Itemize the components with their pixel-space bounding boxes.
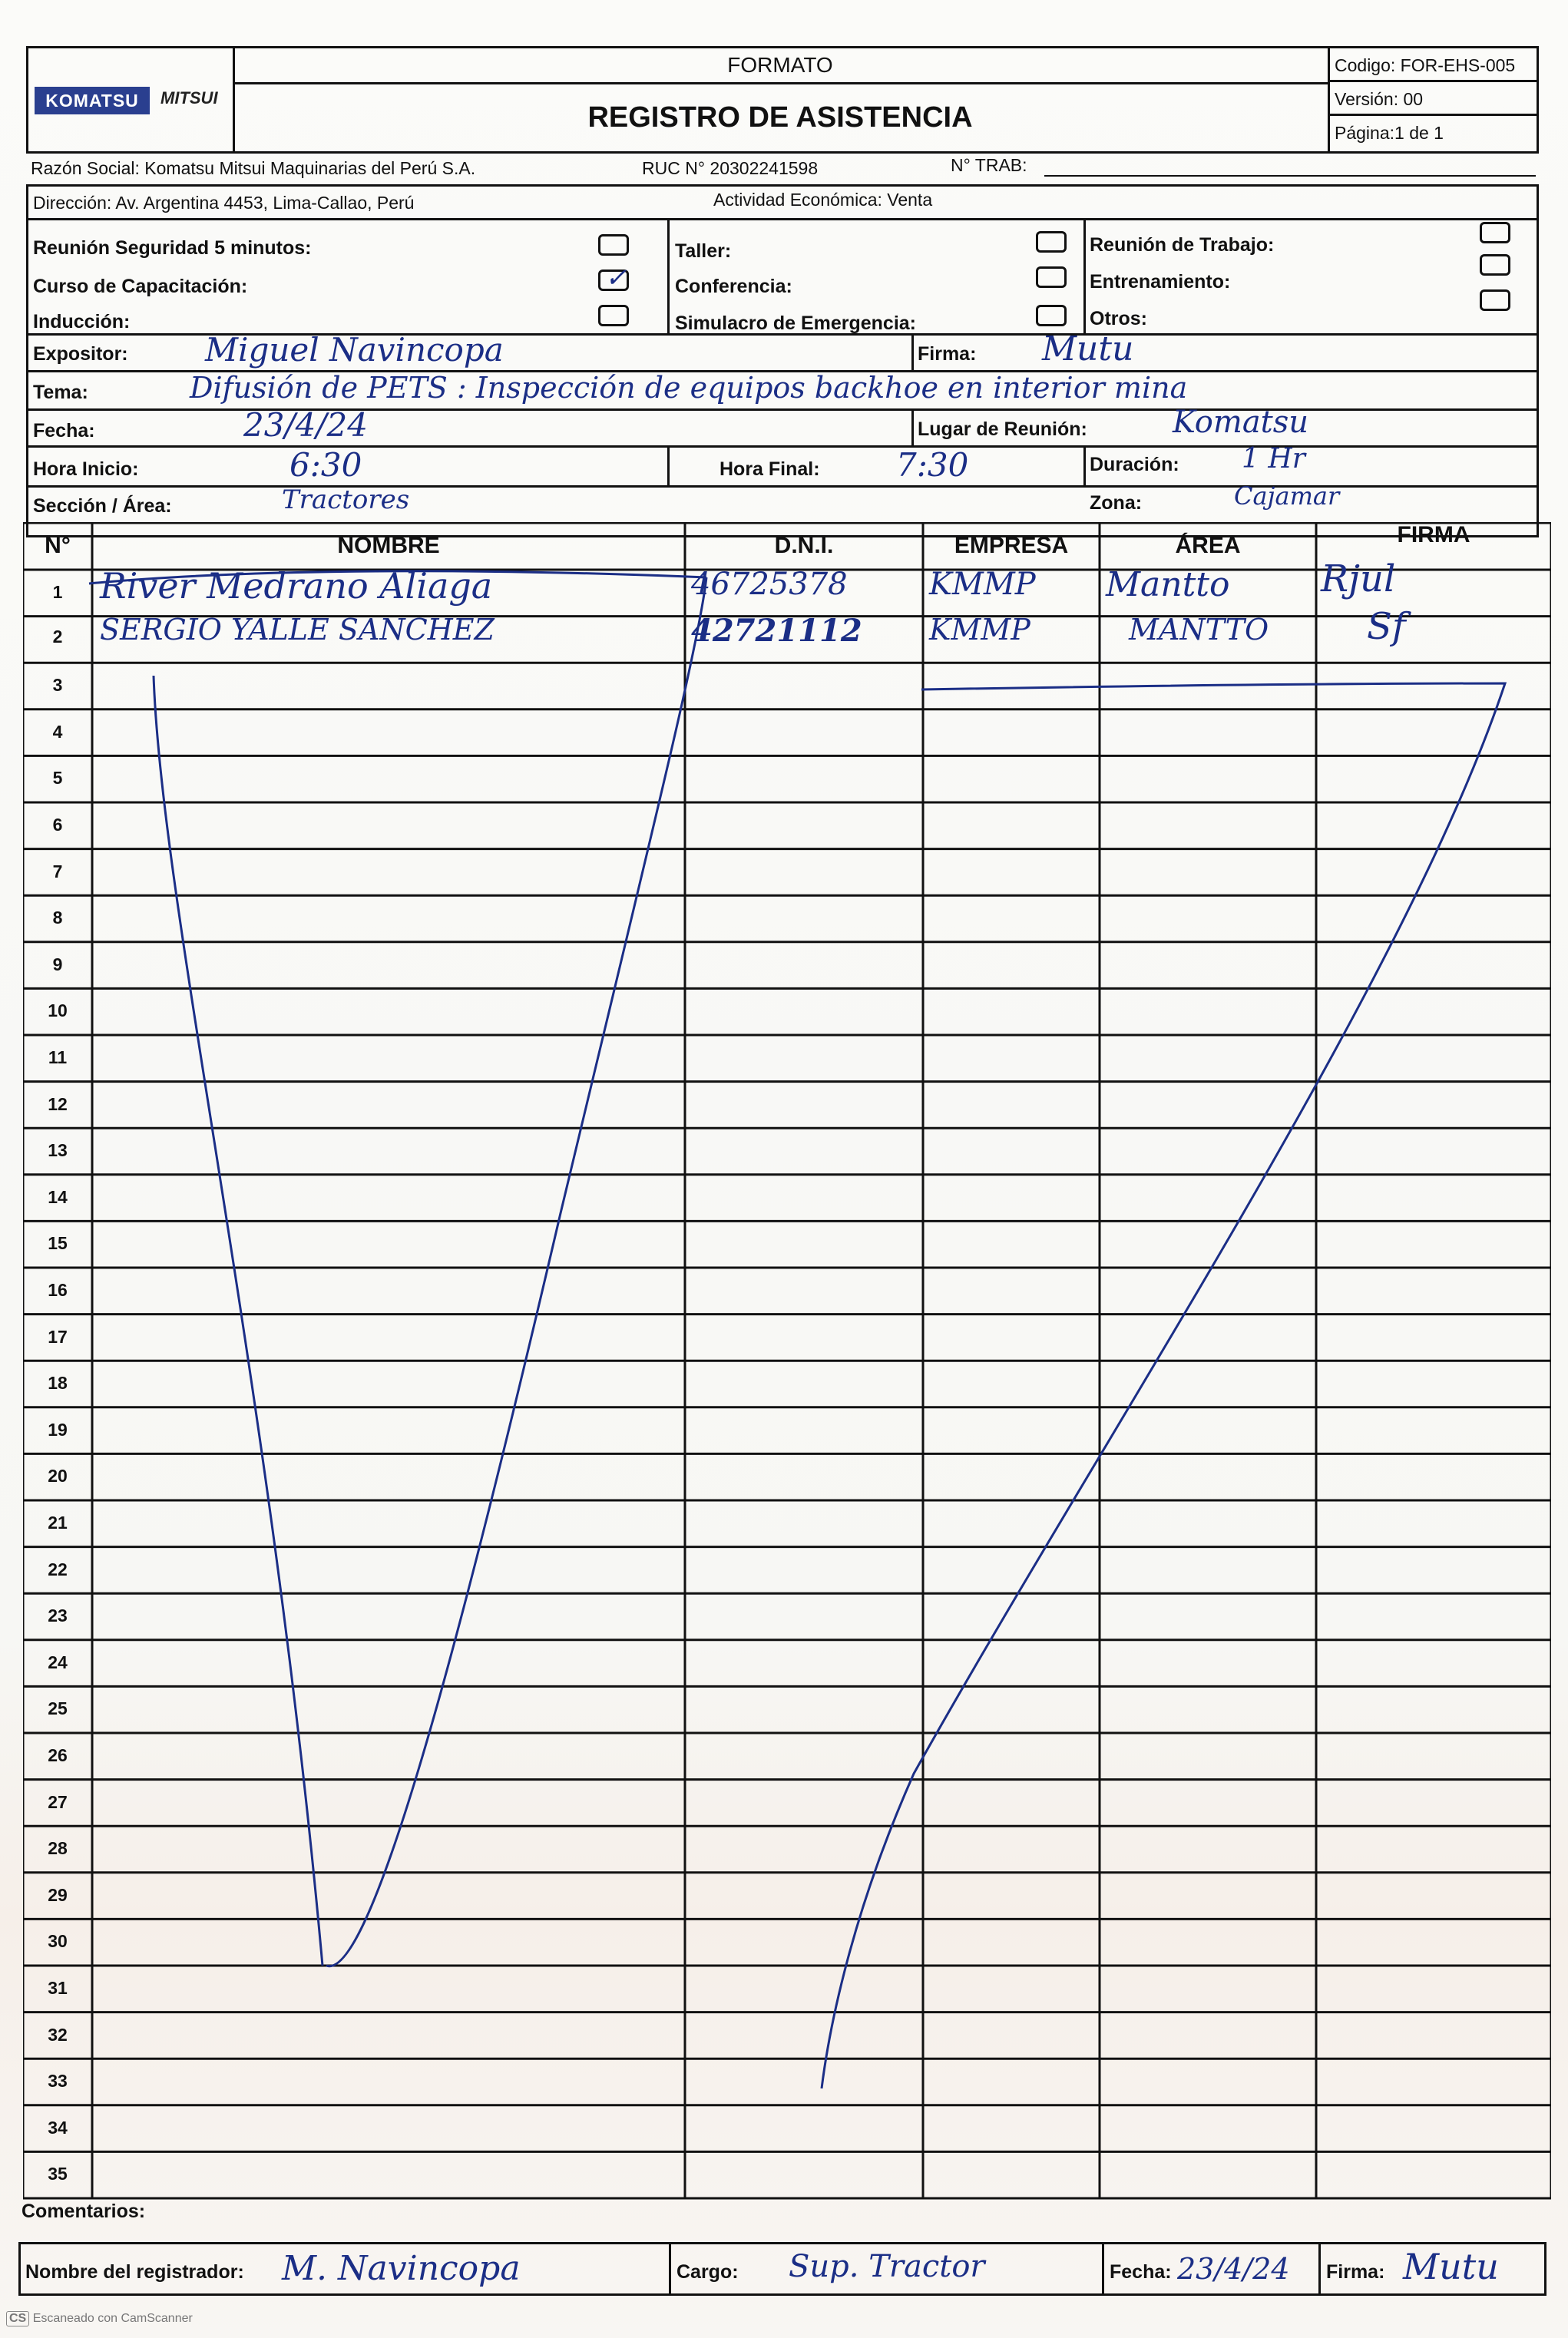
taller-checkbox[interactable] — [1036, 231, 1067, 253]
entrenamiento-checkbox[interactable] — [1480, 254, 1510, 276]
firma-label: Firma: — [918, 343, 977, 365]
attendee-empresa: KMMP — [929, 567, 1036, 602]
row-number: 33 — [48, 2071, 68, 2092]
strike-line — [154, 676, 323, 1966]
header-empresa: EMPRESA — [954, 533, 1069, 558]
row-number: 10 — [48, 1000, 68, 1021]
row-number: 19 — [48, 1419, 68, 1440]
attendee-dni: 42721112 — [691, 613, 862, 649]
event-type-row — [28, 220, 1537, 336]
simulacro-label: Simulacro de Emergencia: — [675, 313, 917, 334]
row-number: 20 — [48, 1466, 68, 1486]
row-number: 30 — [48, 1931, 68, 1952]
hora-final-value: 7:30 — [896, 446, 969, 484]
row-number: 34 — [48, 2117, 68, 2138]
mitsui-logo: MITSUI — [160, 88, 218, 107]
attendee-empresa: KMMP — [929, 613, 1030, 647]
zona-value: Cajamar — [1234, 481, 1340, 511]
row-number: 9 — [52, 954, 63, 974]
row-number: 12 — [48, 1093, 68, 1114]
attendee-signature: Rjul — [1321, 557, 1396, 600]
otros-label: Otros: — [1090, 308, 1147, 329]
reunion-trabajo-checkbox[interactable] — [1480, 222, 1510, 243]
row-number: 26 — [48, 1745, 68, 1765]
row-number: 16 — [48, 1280, 68, 1300]
row-number: 23 — [48, 1606, 68, 1626]
seccion-label: Sección / Área: — [33, 495, 172, 517]
company-logo — [28, 48, 235, 151]
row-number: 4 — [52, 721, 63, 742]
n-trab-label: N° TRAB: — [951, 155, 1027, 175]
duracion-label: Duración: — [1090, 454, 1179, 475]
document-title: REGISTRO DE ASISTENCIA — [587, 101, 973, 134]
registrador-value: M. Navincopa — [282, 2249, 521, 2288]
taller-label: Taller: — [675, 240, 732, 262]
document-code: Codigo: FOR-EHS-005 — [1330, 48, 1539, 82]
footer-fecha-value: 23/4/24 — [1177, 2252, 1290, 2286]
row-number: 21 — [48, 1513, 68, 1533]
row-number: 32 — [48, 2024, 68, 2045]
expositor-row — [28, 329, 1537, 372]
hora-final-label: Hora Final: — [719, 458, 820, 480]
expositor-value: Miguel Navincopa — [205, 331, 504, 369]
hora-inicio-value: 6:30 — [289, 446, 362, 484]
header-firma: FIRMA — [1397, 522, 1470, 547]
reunion-seguridad-label: Reunión Seguridad 5 minutos: — [33, 237, 312, 259]
row-number: 22 — [48, 1559, 68, 1579]
duracion-value: 1 Hr — [1242, 443, 1305, 475]
row-number: 1 — [52, 582, 63, 602]
expositor-signature: Mutu — [1042, 329, 1134, 369]
address-row — [28, 187, 1537, 220]
header-dni: D.N.I. — [774, 533, 834, 558]
footer-firma-label: Firma: — [1326, 2261, 1385, 2283]
attendee-name: River Medrano Aliaga — [100, 565, 493, 607]
lugar-label: Lugar de Reunión: — [918, 418, 1087, 440]
row-number: 27 — [48, 1791, 68, 1812]
cargo-value: Sup. Tractor — [789, 2249, 985, 2284]
fecha-label: Fecha: — [33, 420, 95, 441]
row-number: 17 — [48, 1326, 68, 1347]
row-number: 2 — [52, 627, 63, 647]
row-number: 3 — [52, 675, 63, 696]
comentarios-label: Comentarios: — [22, 2201, 146, 2222]
razon-social: Razón Social: Komatsu Mitsui Maquinarias del Perú S.A. — [31, 158, 476, 178]
row-number: 25 — [48, 1698, 68, 1719]
tema-label: Tema: — [33, 382, 88, 403]
registrador-label: Nombre del registrador: — [25, 2261, 244, 2283]
row-number: 7 — [52, 861, 63, 881]
induccion-label: Inducción: — [33, 311, 131, 332]
attendee-signature: Sf — [1367, 605, 1406, 648]
curso-capacitacion-label: Curso de Capacitación: — [33, 276, 248, 297]
strike-line — [326, 577, 706, 1966]
form-header — [26, 46, 1539, 154]
simulacro-checkbox[interactable] — [1036, 305, 1067, 326]
format-label: FORMATO — [233, 48, 1328, 84]
row-number: 31 — [48, 1978, 68, 1998]
lugar-value: Komatsu — [1173, 405, 1309, 440]
seccion-value: Tractores — [282, 484, 410, 515]
induccion-checkbox[interactable] — [598, 305, 629, 326]
entrenamiento-label: Entrenamiento: — [1090, 271, 1231, 293]
hora-inicio-label: Hora Inicio: — [33, 458, 139, 480]
otros-checkbox[interactable] — [1480, 289, 1510, 311]
tema-value: Difusión de PETS : Inspección de equipos backhoe en interior mina — [190, 371, 1188, 405]
n-trab-line — [1044, 175, 1536, 177]
fecha-row — [28, 405, 1537, 448]
document-version: Versión: 00 — [1330, 82, 1539, 116]
attendee-dni: 46725378 — [691, 567, 848, 602]
row-number: 6 — [52, 815, 63, 835]
tema-row — [28, 372, 1537, 411]
attendance-table — [23, 522, 1551, 2242]
row-number: 24 — [48, 1652, 68, 1672]
camscanner-icon: CS — [6, 2311, 29, 2326]
row-number: 18 — [48, 1373, 68, 1394]
conferencia-label: Conferencia: — [675, 276, 792, 297]
fecha-value: 23/4/24 — [243, 406, 368, 444]
row-number: 35 — [48, 2164, 68, 2184]
row-number: 13 — [48, 1140, 68, 1161]
checkmark-icon: ✓ — [605, 263, 627, 293]
cargo-label: Cargo: — [676, 2261, 739, 2283]
direccion: Dirección: Av. Argentina 4453, Lima-Callao, Perú — [33, 193, 415, 213]
komatsu-logo: KOMATSU — [35, 87, 150, 114]
actividad-economica: Actividad Económica: Venta — [713, 190, 933, 210]
header-n: N° — [45, 533, 71, 558]
row-number: 15 — [48, 1233, 68, 1254]
table-grid — [23, 522, 1551, 2242]
attendee-name: SERGIO YALLE SANCHEZ — [100, 613, 495, 647]
row-number: 29 — [48, 1884, 68, 1905]
attendee-area: MANTTO — [1129, 613, 1269, 647]
document-page: Página:1 de 1 — [1335, 123, 1444, 143]
footer-fecha-label: Fecha: — [1110, 2261, 1172, 2283]
details-block — [26, 184, 1539, 537]
registrador-row — [18, 2242, 1546, 2296]
reunion-seguridad-checkbox[interactable] — [598, 234, 629, 256]
row-number: 8 — [52, 908, 63, 928]
curso-capacitacion-checkbox[interactable] — [598, 263, 629, 293]
header-area: ÁREA — [1175, 533, 1241, 558]
row-number: 28 — [48, 1838, 68, 1859]
scanner-note: Escaneado con CamScanner — [32, 2312, 193, 2325]
header-nombre: NOMBRE — [337, 533, 440, 558]
attendee-area: Mantto — [1106, 565, 1230, 604]
row-number: 5 — [52, 768, 63, 789]
row-number: 11 — [48, 1047, 68, 1067]
conferencia-checkbox[interactable] — [1036, 266, 1067, 288]
expositor-label: Expositor: — [33, 343, 128, 365]
footer-signature: Mutu — [1403, 2246, 1499, 2287]
zona-label: Zona: — [1090, 492, 1143, 514]
reunion-trabajo-label: Reunión de Trabajo: — [1090, 234, 1275, 256]
ruc-number: RUC N° 20302241598 — [642, 158, 819, 178]
row-number: 14 — [48, 1186, 68, 1207]
scanner-watermark — [6, 2311, 193, 2326]
document-control-box — [1328, 48, 1539, 151]
